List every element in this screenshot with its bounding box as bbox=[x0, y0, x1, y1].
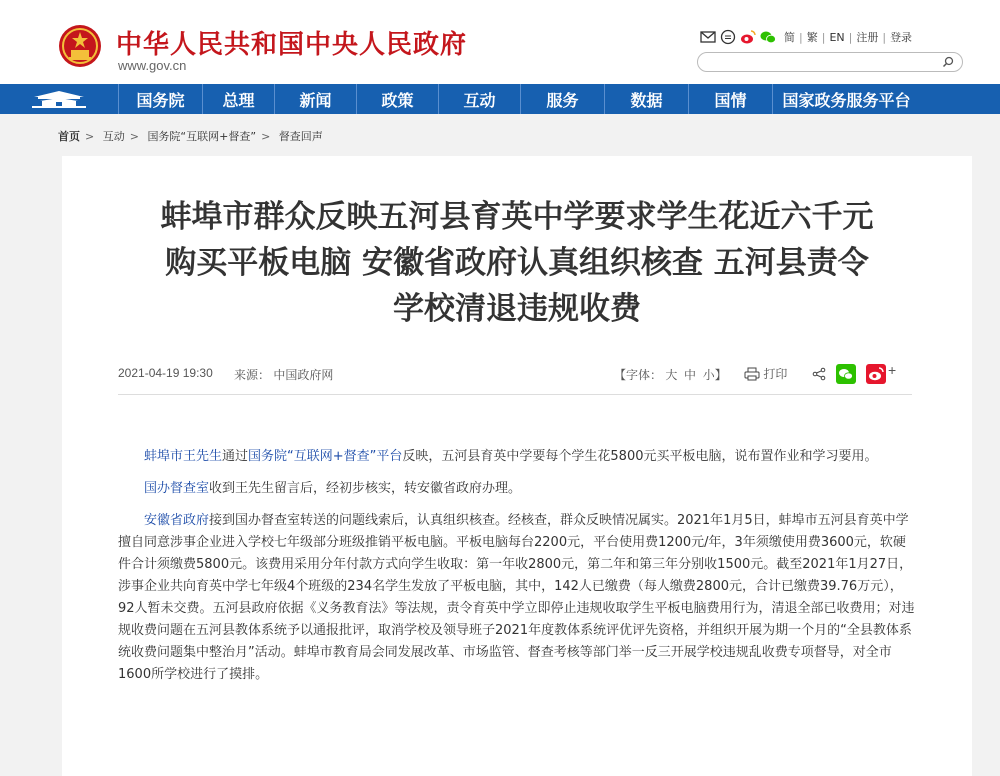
breadcrumb-internet-supervision[interactable]: 国务院“互联网+督查” bbox=[147, 130, 257, 143]
lang-traditional-link[interactable]: 繁 bbox=[806, 31, 818, 44]
breadcrumb: 首页 > 互动 > 国务院“互联网+督查” > 督查回声 bbox=[58, 130, 323, 143]
nav-item-news[interactable]: 新闻 bbox=[274, 84, 356, 114]
article-source: 来源： 中国政府网 bbox=[234, 368, 334, 382]
breadcrumb-interaction[interactable]: 互动 bbox=[102, 130, 125, 143]
font-small-button[interactable]: 小 bbox=[702, 368, 715, 382]
more-share-icon[interactable]: + bbox=[888, 362, 897, 378]
tiananmen-icon bbox=[30, 89, 88, 109]
nav-item-gov-service-platform[interactable]: 国家政务服务平台 bbox=[772, 84, 920, 114]
font-large-button[interactable]: 大 bbox=[665, 368, 678, 382]
article-meta bbox=[118, 364, 918, 384]
nav-item-service[interactable]: 服务 bbox=[520, 84, 604, 114]
lang-english-link[interactable]: EN bbox=[829, 30, 845, 44]
publish-date: 2021-04-19 19:30 bbox=[118, 366, 213, 380]
nav-item-premier[interactable]: 总理 bbox=[202, 84, 274, 114]
national-emblem-icon[interactable] bbox=[58, 24, 102, 68]
font-size-controls: 【字体： 大 中 小】 bbox=[614, 368, 727, 382]
site-header bbox=[0, 0, 1000, 84]
site-name[interactable]: 中华人民共和国中央人民政府 bbox=[116, 30, 468, 60]
login-link[interactable]: 登录 bbox=[890, 31, 913, 44]
article-body bbox=[118, 446, 918, 696]
nav-home[interactable] bbox=[0, 84, 118, 114]
lang-simplified-link[interactable]: 简 bbox=[784, 31, 795, 44]
nav-item-data[interactable]: 数据 bbox=[604, 84, 688, 114]
message-icon[interactable] bbox=[720, 29, 736, 45]
search-icon[interactable] bbox=[942, 56, 954, 68]
register-link[interactable]: 注册 bbox=[856, 31, 879, 44]
search-input[interactable] bbox=[708, 56, 948, 74]
breadcrumb-home[interactable]: 首页 bbox=[58, 130, 80, 143]
paragraph: 国办督查室收到王先生留言后，经初步核实，转安徽省政府办理。 bbox=[144, 481, 522, 496]
printer-icon bbox=[744, 367, 760, 381]
breadcrumb-supervision-echo[interactable]: 督查回声 bbox=[278, 130, 323, 143]
weibo-share-icon[interactable] bbox=[866, 364, 886, 384]
article-title: 蚌埠市群众反映五河县育英中学要求学生花近六千元 购买平板电脑 安徽省政府认真组织核查 五河县责令 学校清退违规收费 bbox=[160, 199, 874, 327]
meta-divider bbox=[118, 394, 912, 395]
article-card bbox=[62, 156, 972, 776]
search-box bbox=[697, 52, 963, 72]
weibo-icon[interactable] bbox=[740, 29, 756, 45]
font-medium-button[interactable]: 中 bbox=[684, 368, 697, 382]
share-controls bbox=[812, 364, 896, 384]
wechat-icon[interactable] bbox=[760, 29, 776, 45]
top-links: 简 | 繁 | EN | 注册 | 登录 bbox=[700, 27, 916, 47]
nav-item-national-info[interactable]: 国情 bbox=[688, 84, 772, 114]
print-button[interactable]: 打印 bbox=[744, 365, 787, 382]
nav-item-interaction[interactable]: 互动 bbox=[438, 84, 520, 114]
nav-item-state-council[interactable]: 国务院 bbox=[118, 84, 202, 114]
paragraph: 蚌埠市王先生通过国务院“互联网+督查”平台反映，五河县育英中学要每个学生花5800元买平板电脑，说布置作业和学习要用。 bbox=[144, 449, 878, 464]
nav-item-policy[interactable]: 政策 bbox=[356, 84, 438, 114]
share-icon[interactable] bbox=[812, 367, 826, 381]
mail-icon[interactable] bbox=[700, 29, 716, 45]
site-url: www.gov.cn bbox=[118, 58, 187, 73]
paragraph: 安徽省政府接到国办督查室转送的问题线索后，认真组织核查。经核查，群众反映情况属实。2021年1月5日，蚌埠市五河县育英中学擅自同意涉事企业进入学校七年级部分班级推销平板电脑。平板电脑每台2200元，平台使用费1200元/年，3年须缴使用费3600元，软硬件合计须缴费5800元。该费用采用分年付款方式向学生收取：第一年收2800元，第二年和第三年分别收1500元。截至2021年1月27日，涉事企业共向育英中学七年级4个班级的234名学生发放了平板电脑，其中，142人已缴费（每人缴费2800元，合计已缴费39.76万元），92人暂未交费。五河县政府依据《义务教育法》等法规，责令育英中学立即停止违规收取学生平板电脑费用行为，清退全部已收费用；对违规收费问题在五河县教体系统予以通报批评，取消学校及领导班子2021年度教体系统评优评先资格，并组织开展为期一个月的“全县教体系统收费问题集中整治月”活动。蚌埠市教育局会同发展改革、市场监管、督查考核等部门举一反三开展学校违规乱收费专项督导，对全市1600所学校进行了摸排。 bbox=[118, 513, 915, 682]
wechat-share-icon[interactable] bbox=[836, 364, 856, 384]
main-nav bbox=[0, 84, 1000, 114]
